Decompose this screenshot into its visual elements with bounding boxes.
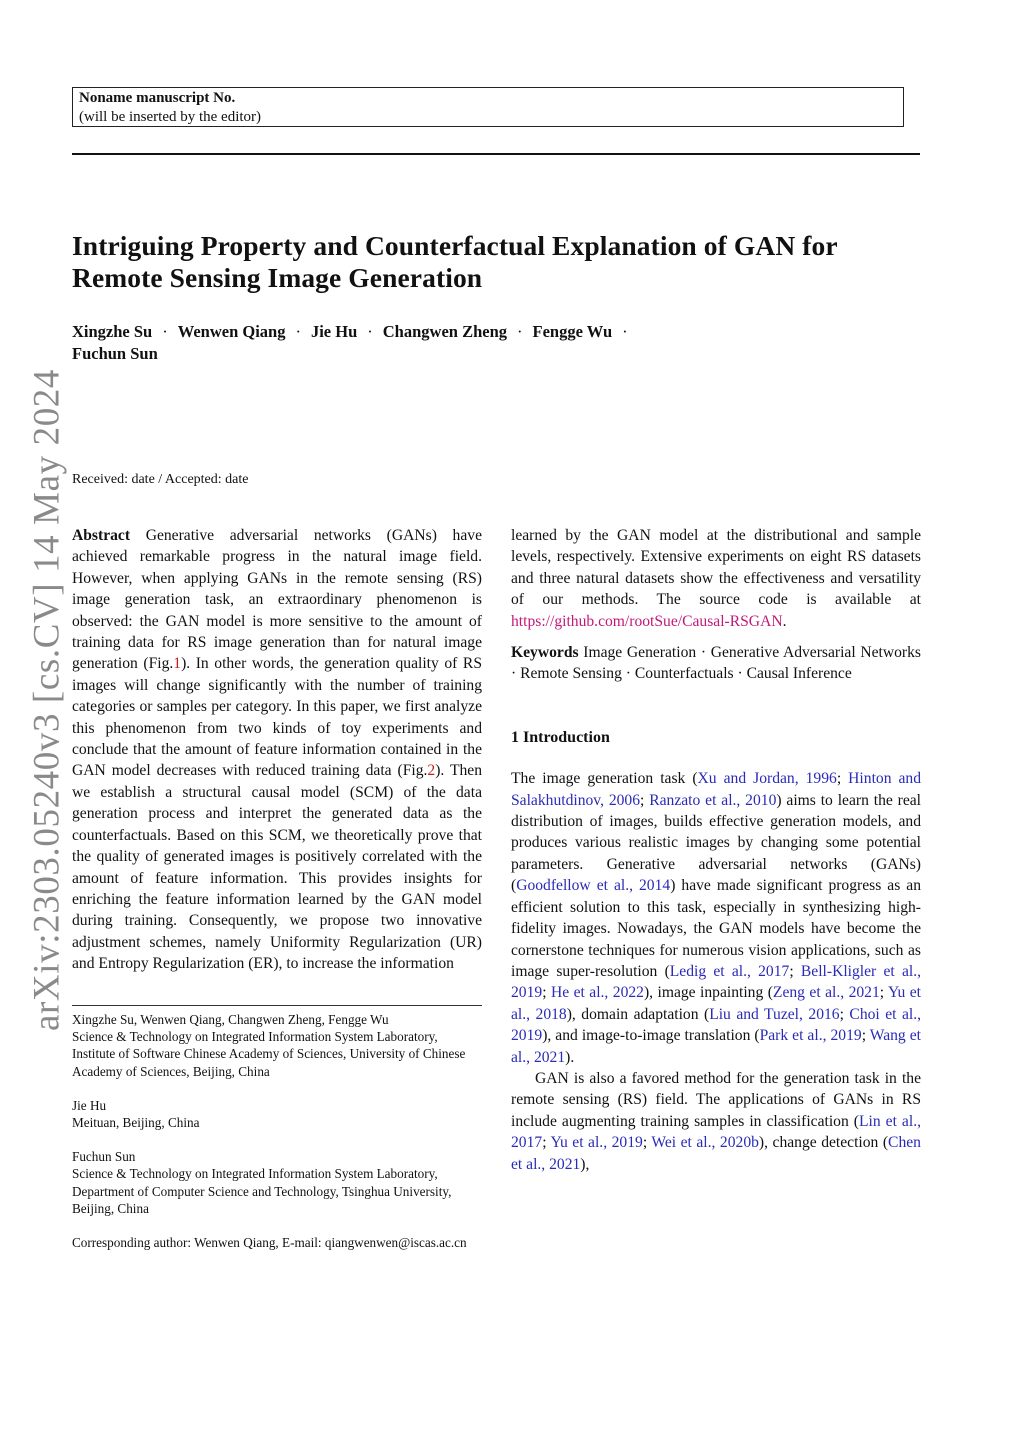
- intro-text: ), change detection (: [758, 1134, 889, 1152]
- author-name: Fuchun Sun: [72, 344, 158, 363]
- citation-link[interactable]: Hinton and Salakhutdinov, 2006: [511, 770, 922, 809]
- citation-link[interactable]: Yu et al., 2019: [550, 1134, 643, 1152]
- intro-text: The image generation task (: [511, 770, 698, 788]
- affiliation-names: Xingzhe Su, Wenwen Qiang, Changwen Zheng, Fengge Wu: [72, 1012, 389, 1027]
- intro-text: ;: [640, 791, 650, 809]
- intro-text: ) aims to learn the real distribution of images, builds effective generation models, and produces various realistic images by changing some potential parameters. Generative adversarial networks (GANs) (: [511, 791, 922, 895]
- author-name: Wenwen Qiang: [177, 322, 286, 341]
- author-separator: ·: [295, 322, 301, 341]
- citation-link[interactable]: Ledig et al., 2017: [669, 962, 790, 980]
- intro-text: ;: [642, 1134, 652, 1152]
- affiliation-block: [72, 1097, 482, 1131]
- author-list: [72, 321, 932, 365]
- right-column: [511, 525, 921, 1175]
- abstract-text: ). In other words, the generation quality of RS images will change significantly with the number of training categories or samples per category. In this paper, we first analyze this phenomenon from two kinds of toy experiments and conclude that the amount of feature information contained in the GAN model decreases with reduced training data (Fig.: [72, 655, 482, 780]
- citation-link[interactable]: Wang et al., 2021: [511, 1027, 921, 1066]
- abstract-continued-text: learned by the GAN model at the distributional and sample levels, respectively. Extensive experiments on eight RS datasets and three natural datasets show the effectiveness and versatility of our methods. The source code is available at: [511, 527, 921, 609]
- abstract-end: .: [782, 612, 787, 630]
- citation-link[interactable]: Zeng et al., 2021: [772, 984, 880, 1002]
- keywords: [511, 642, 921, 685]
- affiliation-text: Science & Technology on Integrated Information System Laboratory, Department of Computer Science and Technology, Tsinghua University, Beijing, China: [72, 1166, 452, 1216]
- intro-text: ;: [861, 1027, 870, 1045]
- citation-link[interactable]: Wei et al., 2020b: [651, 1134, 759, 1152]
- intro-text: ;: [542, 984, 551, 1002]
- abstract-label: Abstract: [72, 527, 131, 544]
- citation-link[interactable]: Liu and Tuzel, 2016: [709, 1005, 840, 1023]
- figure-ref-1[interactable]: 1: [173, 655, 182, 673]
- affiliation-text: Science & Technology on Integrated Information System Laboratory, Institute of Software Chinese Academy of Sciences, University of Chinese Academy of Sciences, Beijing, China: [72, 1029, 466, 1079]
- intro-text: GAN is also a favored method for the generation task in the remote sensing (RS) field. The applications of GANs in RS include augmenting training samples in classification (: [511, 1069, 921, 1130]
- abstract-text: Generative adversarial networks (GANs) have achieved remarkable progress in the natural image field. However, when applying GANs in the remote sensing (RS) image generation task, an extraordinary phenomenon is observed: the GAN model is more sensitive to the amount of training data for RS image generation than for natural image generation (Fig.: [72, 527, 482, 673]
- author-name: Xingzhe Su: [72, 322, 153, 341]
- citation-link[interactable]: Goodfellow et al., 2014: [516, 877, 671, 895]
- author-separator: ·: [517, 322, 523, 341]
- affiliation-block: [72, 1011, 482, 1080]
- intro-paragraph-2: [511, 1068, 921, 1175]
- intro-paragraph-1: [511, 768, 921, 1068]
- intro-text: ), and image-to-image translation (: [542, 1027, 760, 1045]
- corresponding-author: Corresponding author: Wenwen Qiang, E-mail: qiangwenwen@iscas.ac.cn: [72, 1235, 467, 1251]
- author-name: Changwen Zheng: [382, 322, 508, 341]
- manuscript-box: [72, 87, 904, 127]
- citation-link[interactable]: Lin et al., 2017: [511, 1112, 921, 1152]
- header-rule: [72, 153, 920, 155]
- intro-text: ).: [565, 1048, 575, 1066]
- abstract-column: [72, 525, 482, 975]
- keywords-text: Image Generation · Generative Adversarial Networks · Remote Sensing · Counterfactuals · Causal Inference: [511, 644, 921, 683]
- citation-link[interactable]: Park et al., 2019: [759, 1027, 862, 1045]
- intro-text: ;: [879, 984, 888, 1002]
- manuscript-label: Noname manuscript No.: [79, 90, 236, 106]
- citation-link[interactable]: Choi et al., 2019: [511, 1005, 922, 1045]
- figure-ref-2[interactable]: 2: [427, 762, 436, 780]
- author-name: Fengge Wu: [532, 322, 613, 341]
- abstract-text: ). Then we establish a structural causal model (SCM) of the data generation process and interpret the generated data as the counterfactuals. Based on this SCM, we theoretically prove that the quality of generated images is positively correlated with the amount of feature information. This provides insights for enriching the feature information learned by the GAN model during training. Consequently, we propose two innovative adjustment schemes, namely Uniformity Regularization (UR) and Entropy Regularization (ER), to increase the information: [72, 762, 482, 973]
- author-separator: ·: [162, 322, 168, 341]
- intro-text: ;: [839, 1005, 850, 1023]
- intro-text: ;: [789, 962, 801, 980]
- affiliation-names: Jie Hu: [72, 1097, 107, 1113]
- source-code-link[interactable]: https://github.com/rootSue/Causal-RSGAN: [511, 612, 783, 630]
- citation-link[interactable]: Yu et al., 2018: [511, 984, 922, 1023]
- citation-link[interactable]: Xu and Jordan, 1996: [697, 770, 837, 788]
- affiliation-text: Meituan, Beijing, China: [72, 1115, 200, 1131]
- citation-link[interactable]: Bell-Kligler et al., 2019: [511, 962, 921, 1002]
- intro-text: ), image inpainting (: [643, 984, 773, 1002]
- affiliation-names: Fuchun Sun: [72, 1149, 136, 1165]
- citation-link[interactable]: Ranzato et al., 2010: [649, 791, 777, 809]
- abstract: [72, 525, 482, 975]
- abstract-continuation: [511, 525, 921, 632]
- citation-link[interactable]: He et al., 2022: [550, 984, 644, 1002]
- intro-text: ) have made significant progress as an efficient solution to this task, especially in synthesizing high-fidelity images. Nowadays, the GAN models have become the cornerstone techniques for numerous vision applications, such as image super-resolution (: [511, 877, 921, 980]
- footnote-rule: [72, 1005, 482, 1006]
- affiliations: [72, 1011, 482, 1268]
- intro-text: ;: [542, 1134, 551, 1152]
- author-separator: ·: [367, 322, 373, 341]
- citation-link[interactable]: Chen et al., 2021: [511, 1134, 921, 1173]
- arxiv-identifier[interactable]: arXiv:2303.05240v3 [cs.CV] 14 May 2024: [26, 368, 68, 1032]
- keywords-label: Keywords: [511, 644, 579, 662]
- paper-title: Intriguing Property and Counterfactual Explanation of GAN for Remote Sensing Image Generation: [72, 230, 838, 293]
- affiliation-block: [72, 1148, 482, 1217]
- section-heading: 1 Introduction: [511, 728, 610, 746]
- intro-text: ;: [836, 770, 849, 788]
- received-date: Received: date / Accepted: date: [72, 472, 249, 487]
- intro-text: ), domain adaptation (: [566, 1005, 710, 1023]
- author-separator: ·: [622, 322, 628, 341]
- intro-text: ),: [580, 1155, 590, 1173]
- author-name: Jie Hu: [310, 322, 358, 341]
- manuscript-note: (will be inserted by the editor): [79, 109, 262, 125]
